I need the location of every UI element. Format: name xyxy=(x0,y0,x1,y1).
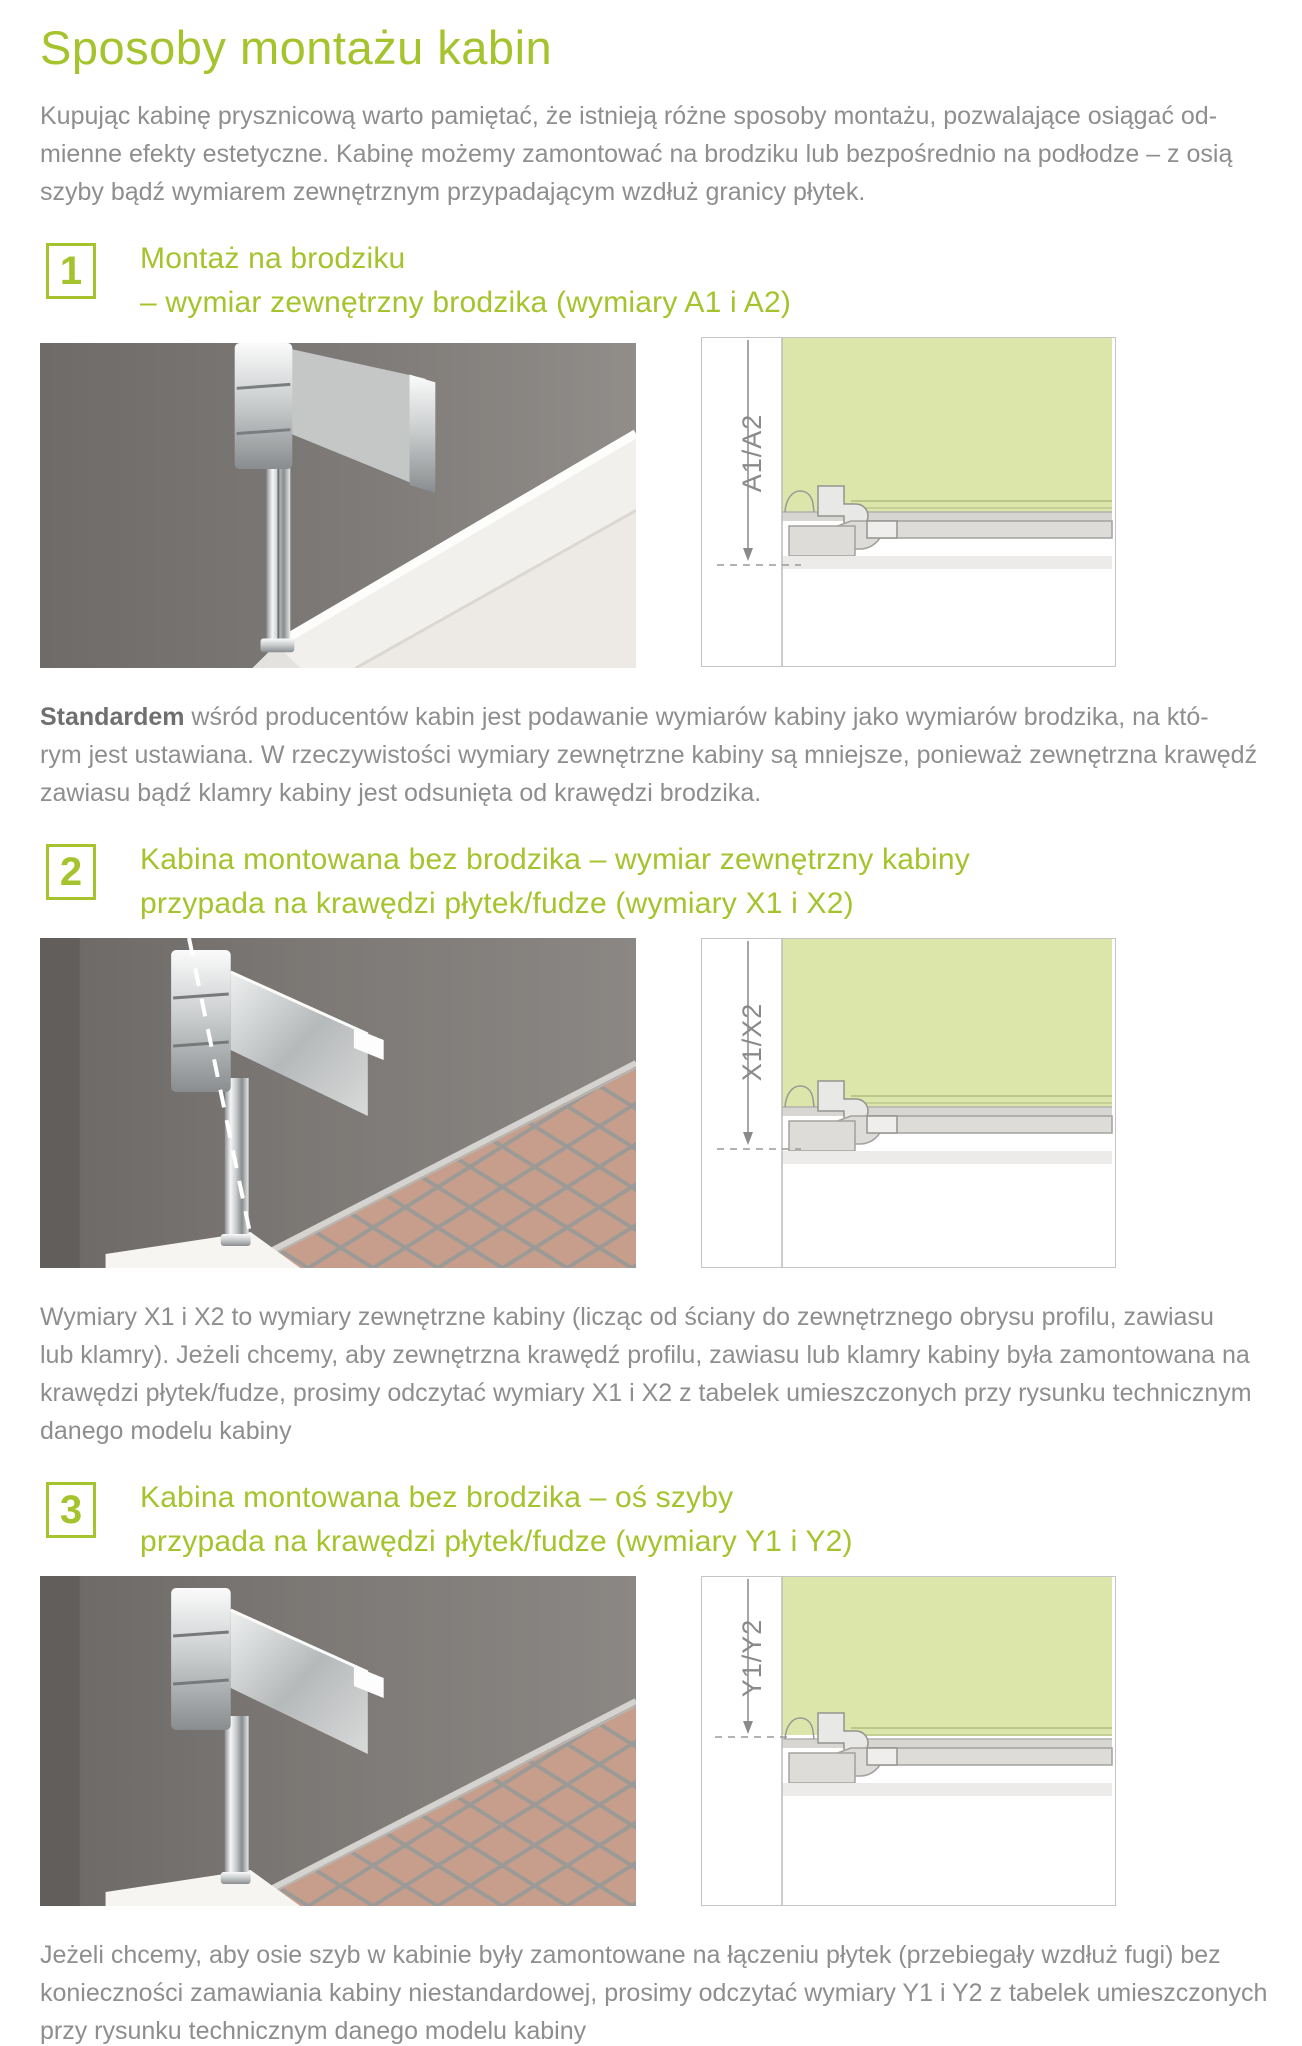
section-2-heading-line2: przypada na krawędzi płytek/fudze (wymiary X1 i X2) xyxy=(140,887,854,920)
chrome-hinge xyxy=(171,950,231,1092)
note-bold-lead: Standardem xyxy=(40,703,185,731)
photo-hinge-on-tiled-floor-glass-axis xyxy=(40,1576,636,1906)
chrome-hinge xyxy=(171,1588,231,1730)
note-standard: Standardem wśród producentów kabin jest podawanie wymiarów kabiny jako wymiarów brodzika, na któ- rym jest ustawiana. W rzeczywistości wymiary zewnętrzne kabiny są mniejsze, ponieważ zewnętrzna krawędź zawiasu bądź klamry kabiny jest odsunięta od krawędzi brodzika. xyxy=(40,703,1258,807)
section-1-header xyxy=(40,237,1262,325)
section-3-header xyxy=(40,1476,1262,1564)
chrome-hinge xyxy=(235,343,293,469)
section-1-heading xyxy=(140,237,791,325)
photo-hinge-on-shower-tray xyxy=(40,343,636,668)
dimension-label-a1-a2: A1/A2 xyxy=(737,413,767,493)
section-1-heading-line2: – wymiar zewnętrzny brodzika (wymiary A1 i A2) xyxy=(140,286,792,319)
section-2-heading xyxy=(140,838,970,926)
diagram-y1-y2 xyxy=(701,1576,1116,1906)
photo-hinge-on-tiled-floor-outer-edge xyxy=(40,938,636,1268)
section-1-images xyxy=(40,337,1262,668)
section-1-heading-line1: Montaż na brodziku xyxy=(140,242,406,275)
page-title: Sposoby montażu kabin xyxy=(40,21,553,74)
section-2-header xyxy=(40,838,1262,926)
glass-panel-area xyxy=(782,1577,1112,1735)
glass-edge-profile xyxy=(225,1716,249,1884)
diagram-a1-a2 xyxy=(701,337,1116,667)
dimension-label-x1-x2: X1/X2 xyxy=(737,1002,767,1082)
section-3-heading xyxy=(140,1476,853,1564)
intro-paragraph: Kupując kabinę prysznicową warto pamiętać, że istnieją różne sposoby montażu, pozwalające osiągać od- mienne efekty estetyczne. Kabinę możemy zamontować na brodziku lub bezpośrednio na podłodze – z osią szyby bądź wymiarem zewnętrznym przypadającym wzdłuż granicy płytek. xyxy=(40,102,1233,206)
section-2-number-badge: 2 xyxy=(46,844,96,900)
note-y1-y2: Jeżeli chcemy, aby osie szyb w kabinie były zamontowane na łączeniu płytek (przebiegały wzdłuż fugi) bez konieczności zamawiania kabiny niestandardowej, prosimy odczytać wymiary Y1 i Y2 z tabelek umieszczonych przy rysunku technicznym danego modelu kabiny xyxy=(40,1941,1268,2045)
diagram-x1-x2 xyxy=(701,938,1116,1268)
section-3-number-badge: 3 xyxy=(46,1482,96,1538)
section-3-heading-line2: przypada na krawędzi płytek/fudze (wymiary Y1 i Y2) xyxy=(140,1525,853,1558)
section-3-heading-line1: Kabina montowana bez brodzika – oś szyby xyxy=(140,1481,734,1514)
note-x1-x2: Wymiary X1 i X2 to wymiary zewnętrzne kabiny (licząc od ściany do zewnętrznego obrysu profilu, zawiasu lub klamry). Jeżeli chcemy, aby zewnętrzna krawędź profilu, zawiasu lub klamry kabiny była zamontowana na krawędzi płytek/fudze, prosimy odczytać wymiary X1 i X2 z tabelek umieszczonych przy rysunku technicznym danego modelu kabiny xyxy=(40,1303,1252,1445)
dimension-label-y1-y2: Y1/Y2 xyxy=(737,1618,767,1698)
section-3-images xyxy=(40,1576,1262,1906)
section-2-images xyxy=(40,938,1262,1268)
section-1-number-badge: 1 xyxy=(46,243,96,299)
section-2-heading-line1: Kabina montowana bez brodzika – wymiar zewnętrzny kabiny xyxy=(140,843,970,876)
